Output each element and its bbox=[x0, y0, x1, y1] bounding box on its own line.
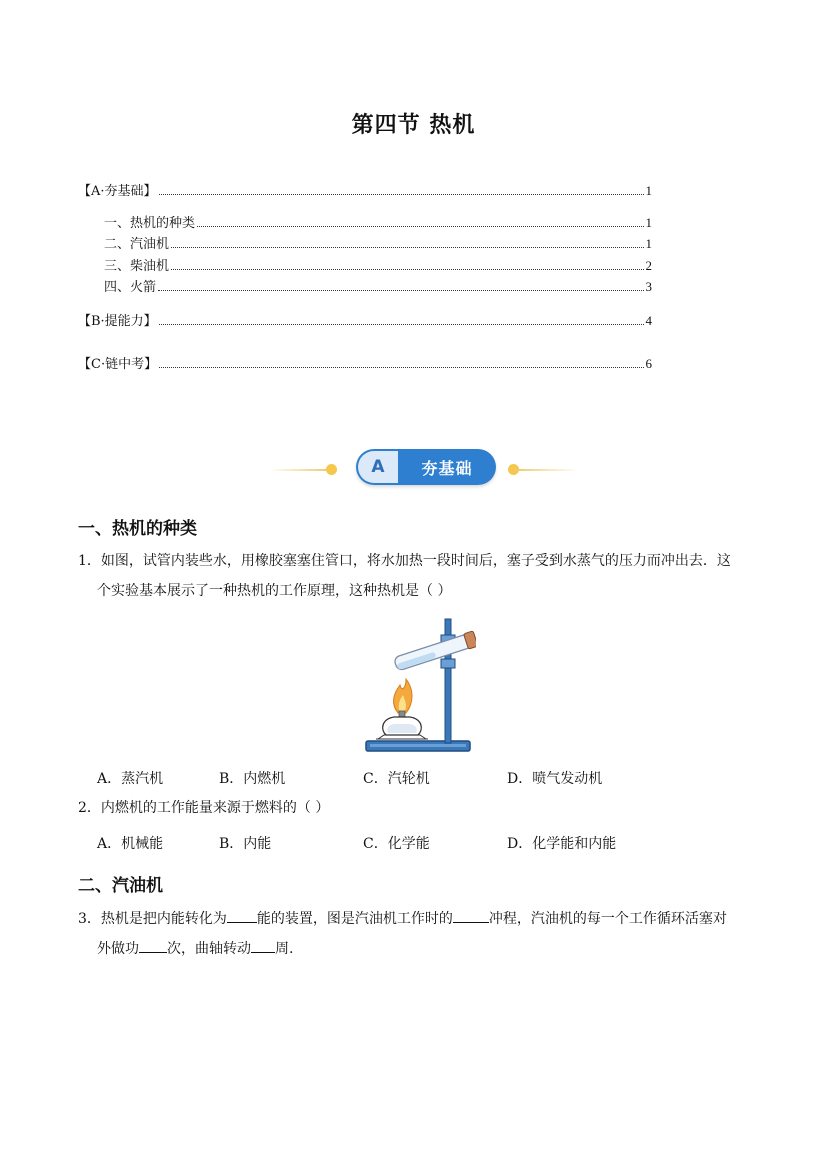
blank-2[interactable] bbox=[453, 908, 489, 923]
blank-1[interactable] bbox=[227, 908, 257, 923]
toc-entry-a[interactable] bbox=[78, 180, 652, 198]
option-c[interactable]: C．汽轮机 bbox=[363, 771, 430, 787]
option-b[interactable]: B．内能 bbox=[219, 836, 272, 852]
question-1-line-2: 个实验基本展示了一种热机的工作原理，这种热机是（ ） bbox=[97, 583, 452, 599]
q3-text-5: 次，曲轴转动 bbox=[167, 941, 251, 957]
q3-text-3: 冲程，汽油机的每一个工作循环活塞对 bbox=[488, 911, 727, 927]
banner-letter: A bbox=[358, 451, 398, 483]
test-tube-apparatus-figure bbox=[364, 615, 476, 757]
toc-leader bbox=[171, 247, 643, 248]
question-3-line-2 bbox=[78, 934, 758, 964]
toc-entry-4[interactable] bbox=[104, 276, 652, 294]
blank-4[interactable] bbox=[251, 938, 275, 953]
section-heading-1: 一、热机的种类 bbox=[78, 519, 197, 539]
q3-text-4: 外做功 bbox=[97, 941, 139, 957]
section-heading-2: 二、汽油机 bbox=[78, 876, 163, 896]
toc-leader bbox=[197, 226, 643, 227]
toc-page: 1 bbox=[645, 236, 652, 251]
toc-leader bbox=[158, 290, 643, 291]
question-1-options bbox=[97, 768, 737, 788]
toc-label: 【A·夯基础】 bbox=[78, 184, 157, 199]
banner-line-right bbox=[514, 469, 578, 471]
toc-leader bbox=[159, 367, 643, 368]
option-c[interactable]: C．化学能 bbox=[363, 836, 430, 852]
banner-line-left bbox=[268, 469, 330, 471]
toc-leader bbox=[171, 269, 643, 270]
toc-entry-3[interactable] bbox=[104, 255, 652, 273]
toc-leader bbox=[159, 194, 644, 195]
section-banner bbox=[268, 446, 578, 490]
toc-label: 三、柴油机 bbox=[104, 259, 170, 274]
toc-leader bbox=[159, 324, 644, 325]
option-d[interactable]: D．喷气发动机 bbox=[507, 771, 603, 787]
toc-page: 2 bbox=[645, 258, 652, 273]
q3-text-2: 能的装置，图是汽油机工作时的 bbox=[256, 911, 453, 927]
toc-label: 【C·链中考】 bbox=[78, 357, 158, 372]
question-2-options bbox=[97, 833, 737, 853]
question-3 bbox=[78, 904, 758, 964]
banner-dot-left bbox=[326, 464, 337, 475]
toc-page: 1 bbox=[645, 215, 652, 230]
toc-entry-b[interactable] bbox=[78, 310, 652, 328]
question-2 bbox=[78, 793, 758, 823]
question-1-line-1: 1．如图，试管内装些水，用橡胶塞塞住管口，将水加热一段时间后，塞子受到水蒸气的压力而冲出去．这 bbox=[78, 553, 731, 569]
toc-entry-c[interactable] bbox=[78, 353, 652, 371]
toc-page: 1 bbox=[645, 183, 652, 198]
option-a[interactable]: A．蒸汽机 bbox=[97, 771, 164, 787]
toc-label: 一、热机的种类 bbox=[104, 216, 196, 231]
toc-page: 3 bbox=[645, 279, 652, 294]
toc-entry-2[interactable] bbox=[104, 233, 652, 251]
question-3-line-1 bbox=[78, 904, 758, 934]
option-d[interactable]: D．化学能和内能 bbox=[507, 836, 617, 852]
option-a[interactable]: A．机械能 bbox=[97, 836, 164, 852]
toc-page: 4 bbox=[645, 313, 652, 328]
toc-label: 【B·提能力】 bbox=[78, 314, 157, 329]
option-b[interactable]: B．内燃机 bbox=[219, 771, 286, 787]
blank-3[interactable] bbox=[139, 938, 167, 953]
toc-label: 二、汽油机 bbox=[104, 237, 170, 252]
page-title: 第四节 热机 bbox=[351, 112, 476, 138]
q3-text-1: 3．热机是把内能转化为 bbox=[78, 911, 227, 927]
toc-entry-1[interactable] bbox=[104, 212, 652, 230]
question-2-line-1: 2．内燃机的工作能量来源于燃料的（ ） bbox=[78, 800, 330, 816]
toc-label: 四、火箭 bbox=[104, 280, 157, 295]
banner-pill bbox=[356, 449, 496, 485]
banner-text: 夯基础 bbox=[421, 458, 473, 478]
q3-text-6: 周. bbox=[275, 941, 294, 957]
toc-page: 6 bbox=[645, 356, 652, 371]
question-1 bbox=[78, 546, 758, 606]
